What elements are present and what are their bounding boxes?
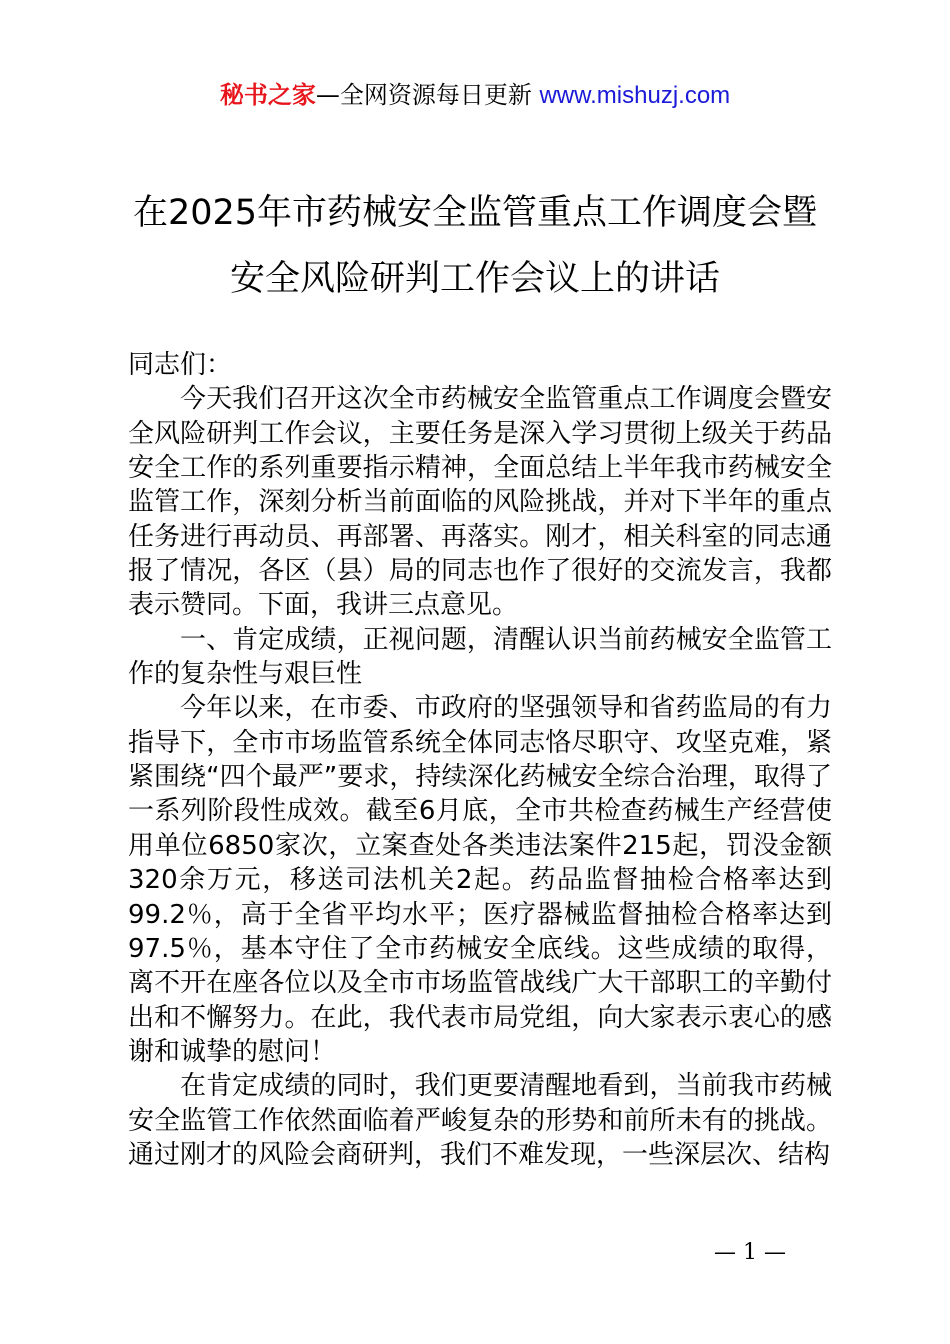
document-title [0, 180, 950, 312]
banner-tagline: —全网资源每日更新 [315, 81, 532, 109]
speech-body [128, 348, 832, 1172]
paragraph-achievements: 今年以来，在市委、市政府的坚强领导和省药监局的有力指导下，全市市场监管系统全体同志恪尽职守、攻坚克难，紧紧围绕“四个最严”要求，持续深化药械安全综合治理，取得了一系列阶段性成效。截至6月底，全市共检查药械生产经营使用单位6850家次，立案查处各类违法案件215起，罚没金额320余万元，移送司法机关2起。药品监督抽检合格率达到99.2％，高于全省平均水平；医疗器械监督抽检合格率达到97.5％，基本守住了全市药械安全底线。这些成绩的取得，离不开在座各位以及全市市场监管战线广大干部职工的辛勤付出和不懈努力。在此，我代表市局党组，向大家表示衷心的感谢和诚挚的慰问！ [128, 693, 832, 1067]
brand-name: 秘书之家 [219, 81, 316, 109]
paragraph-challenges: 在肯定成绩的同时，我们更要清醒地看到，当前我市药械安全监管工作依然面临着严峻复杂的形势和前所未有的挑战。通过刚才的风险会商研判，我们不难发现，一些深层次、结构 [128, 1071, 832, 1170]
title-line-1: 在2025年市药械安全监管重点工作调度会暨 [132, 193, 818, 233]
salutation: 同志们： [128, 350, 233, 380]
page-number: — 1 — [714, 1240, 786, 1265]
site-banner [0, 78, 950, 113]
section-heading-1: 一、肯定成绩，正视问题，清醒认识当前药械安全监管工作的复杂性与艰巨性 [128, 624, 832, 690]
title-line-2: 安全风险研判工作会议上的讲话 [229, 259, 720, 299]
paragraph-intro: 今天我们召开这次全市药械安全监管重点工作调度会暨安全风险研判工作会议，主要任务是深入学习贯彻上级关于药品安全工作的系列重要指示精神，全面总结上半年我市药械安全监管工作，深刻分析当前面临的风险挑战，并对下半年的重点任务进行再动员、再部署、再落实。刚才，相关科室的同志通报了情况，各区（县）局的同志也作了很好的交流发言，我都表示赞同。下面，我讲三点意见。 [128, 384, 832, 621]
site-url-link[interactable]: www.mishuzj.com [539, 82, 731, 109]
